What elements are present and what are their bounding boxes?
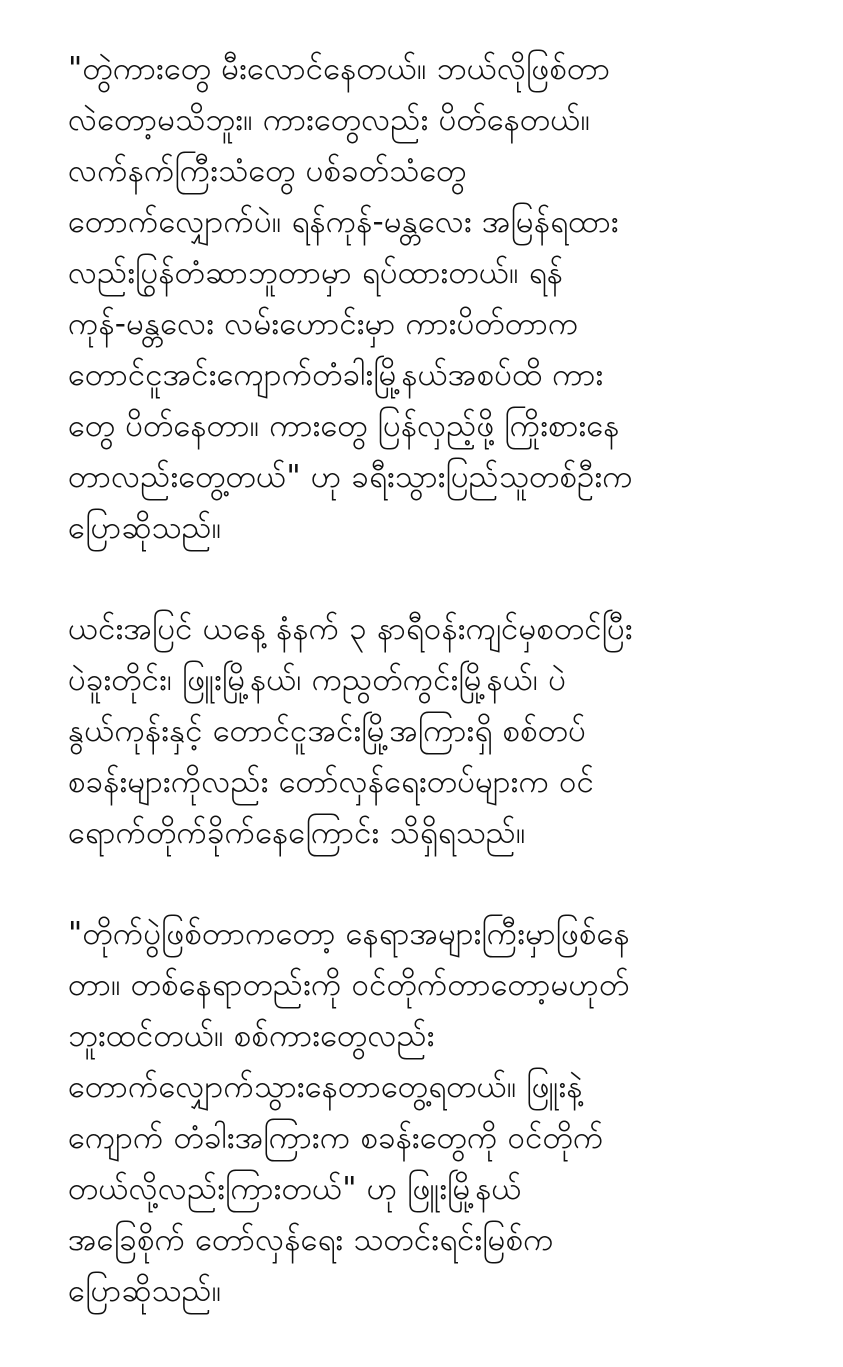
text-line: ပဲခူးတိုင်း၊ ဖြူးမြို့နယ်၊ ကညွတ်ကွင်းမြို့နယ်၊ ပဲ bbox=[68, 662, 567, 698]
text-line: လည်းပြွန်တံဆာဘူတာမှာ ရပ်ထားတယ်။ ရန် bbox=[68, 255, 564, 291]
text-line: စခန်းများကိုလည်း တော်လှန်ရေးတပ်များက ဝင် bbox=[68, 764, 595, 800]
paragraph-2 bbox=[68, 604, 813, 859]
text-line: "တိုက်ပွဲဖြစ်တာကတော့ နေရာအများကြီးမှာဖြစ်နေ bbox=[68, 916, 630, 952]
text-line: ကျောက် တံခါးအကြားက စခန်းတွေကို ဝင်တိုက် bbox=[68, 1120, 604, 1156]
text-line: တာ။ တစ်နေရာတည်းကို ဝင်တိုက်တာတော့မဟုတ် bbox=[68, 967, 630, 1003]
text-line: ဘူးထင်တယ်။ စစ်ကားတွေလည်း bbox=[68, 1018, 435, 1054]
text-line: တွေ ပိတ်နေတာ။ ကားတွေ ပြန်လှည့်ဖို့ ကြိုးစားနေ bbox=[68, 408, 620, 444]
paragraph-3 bbox=[68, 909, 813, 1317]
text-line: ရောက်တိုက်ခိုက်နေကြောင်း သိရှိရသည်။ bbox=[68, 815, 526, 851]
text-line: တောင်ငူအင်းကျောက်တံခါးမြို့နယ်အစပ်ထိ ကား bbox=[68, 357, 604, 393]
paragraph-1 bbox=[68, 44, 813, 554]
text-line: "တွဲကားတွေ မီးလောင်နေတယ်။ ဘယ်လိုဖြစ်တာ bbox=[68, 51, 611, 87]
text-line: တောက်လျှောက်သွားနေတာတွေ့ရတယ်။ ဖြူးနဲ့ bbox=[68, 1069, 583, 1105]
text-line: တယ်လို့လည်းကြားတယ်" ဟု ဖြူးမြို့နယ် bbox=[68, 1171, 522, 1207]
text-line: တောက်လျှောက်ပဲ။ ရန်ကုန်-မန္တလေး အမြန်ရထား bbox=[68, 204, 619, 240]
text-line: ကုန်-မန္တလေး လမ်းဟောင်းမှာ ကားပိတ်တာက bbox=[68, 306, 579, 342]
article-body bbox=[68, 44, 813, 1367]
text-line: ပြောဆိုသည်။ bbox=[68, 1273, 222, 1309]
text-line: ယင်းအပြင် ယနေ့ နံနက် ၃ နာရီဝန်းကျင်မှစတင်ပြီး bbox=[68, 611, 633, 647]
text-line: ပြောဆိုသည်။ bbox=[68, 510, 222, 546]
text-line: နွယ်ကုန်းနှင့် တောင်ငူအင်းမြို့အကြားရှိ စစ်တပ် bbox=[68, 713, 587, 749]
text-line: အခြေစိုက် တော်လှန်ရေး သတင်းရင်းမြစ်က bbox=[68, 1222, 554, 1258]
text-line: လဲတော့မသိဘူး။ ကားတွေလည်း ပိတ်နေတယ်။ bbox=[68, 102, 591, 138]
text-line: တာလည်းတွေ့တယ်" ဟု ခရီးသွားပြည်သူတစ်ဦးက bbox=[68, 459, 633, 495]
text-line: လက်နက်ကြီးသံတွေ ပစ်ခတ်သံတွေ bbox=[68, 153, 467, 189]
